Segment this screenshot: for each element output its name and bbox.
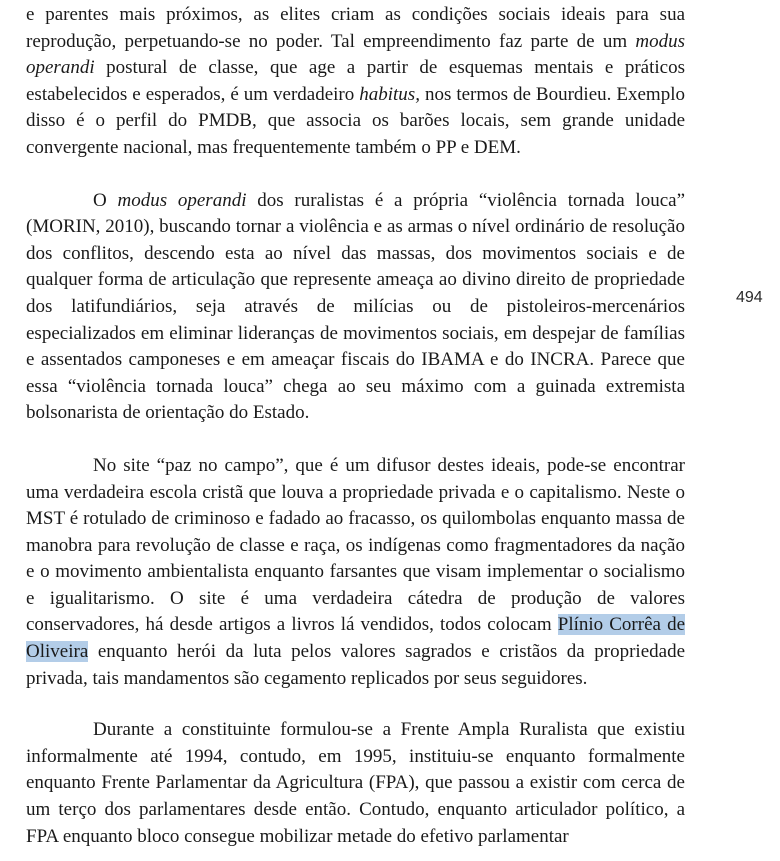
paragraph-2	[26, 188, 685, 427]
paragraph-1	[26, 2, 685, 162]
p1-italic-modus-operandi: modus operandi	[26, 30, 685, 79]
p3-text-2: enquanto herói da luta pelos valores sagrados e cristãos da propriedade privada, tais mandamentos são cegamento replicados por seus seguidores.	[26, 641, 685, 689]
paragraph-3	[26, 453, 685, 692]
p4-text-1: Durante a constituinte formulou-se a Frente Ampla Ruralista que existiu informalmente até 1994, contudo, em 1995, instituiu-se enquanto formalmente enquanto Frente Parlamentar da Agricultura (FPA), que passou a existir com cerca de um terço dos parlamentares desde então. Contudo, enquanto articulador político, a FPA enquanto bloco consegue mobilizar metade do efetivo parlamentar	[26, 719, 685, 847]
p1-text-3: nos termos de Bourdieu. Exemplo disso é o perfil do PMDB, que associa os barões locais, sem grande unidade convergente nacional, mas frequentemente também o PP e DEM.	[26, 83, 685, 158]
paragraph-spacer	[26, 427, 685, 453]
p1-italic-habitus: habitus,	[359, 83, 420, 105]
page-number: 494	[736, 289, 763, 306]
p1-text-1: e parentes mais próximos, as elites criam as condições sociais ideais para sua reprodução, perpetuando-se no poder. Tal empreendimento faz parte de um	[26, 4, 685, 52]
p3-text-1: No site “paz no campo”, que é um difusor destes ideais, pode-se encontrar uma verdadeira escola cristã que louva a propriedade privada e o capitalismo. Neste o MST é rotulado de criminoso e fadado ao fracasso, os quilombolas enquanto massa de manobra para revolução de classe e raça, os indígenas como fragmentadores da nação e o movimento ambientalista enquanto farsantes que visam implementar o socialismo e igualitarismo. O site é uma verdadeira cátedra de produção de valores conservadores, há desde artigos a livros lá vendidos, todos colocam	[26, 454, 685, 636]
paragraph-4	[26, 717, 685, 850]
p2-italic-modus-operandi: modus operandi	[117, 189, 247, 211]
paragraph-spacer	[26, 162, 685, 188]
paragraph-spacer	[26, 692, 685, 717]
selected-text-highlight[interactable]: Plínio Corrêa de Oliveira	[26, 614, 686, 663]
p2-text-2: dos ruralistas é a própria “violência tornada louca” (MORIN, 2010), buscando tornar a violência e as armas o nível ordinário de resolução dos conflitos, descendo esta ao nível das massas, dos movimentos sociais e de qualquer forma de articulação que represente ameaça ao divino direito de propriedade dos latifundiários, seja através de milícias ou de pistoleiros-mercenários especializados em eliminar lideranças de movimentos sociais, em despejar de famílias e assentados camponeses e em ameaçar fiscais do IBAMA e do INCRA. Parece que essa “violência tornada louca” chega ao seu máximo com a guinada extremista bolsonarista de orientação do Estado.	[26, 189, 686, 424]
p1-text-2: postural de classe, que age a partir de esquemas mentais e práticos estabelecidos e esperados, é um verdadeiro	[26, 57, 685, 105]
document-page	[26, 2, 685, 850]
p2-text-1: O	[93, 189, 118, 211]
